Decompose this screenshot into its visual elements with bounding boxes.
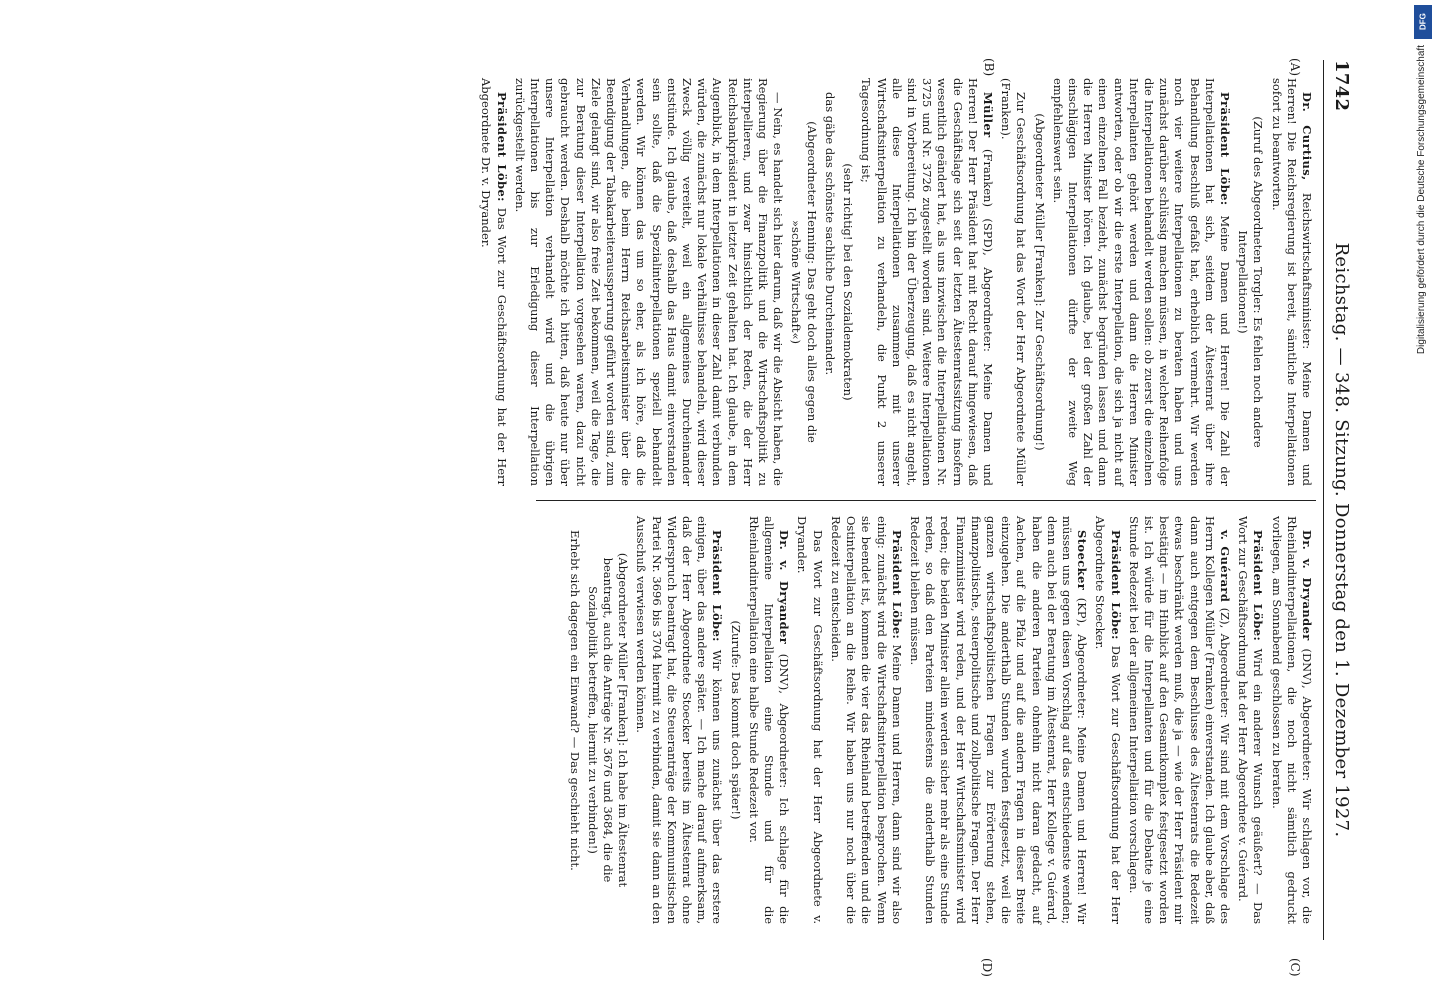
margin-mark-c: (C) — [1288, 958, 1302, 977]
speech-paragraph — [512, 78, 786, 486]
speech-text: Das Wort zur Geschäftsordnung hat der Herr Abgeordnete v. Dryander. — [795, 516, 825, 924]
speech-paragraph — [566, 516, 581, 924]
speech-text: Das Wort zur Geschäftsordnung hat der Herr Abgeordnete Stoecker. — [1093, 516, 1123, 924]
speech-paragraph — [1092, 516, 1122, 924]
speaker-name: Dr. v. Dryander — [777, 530, 792, 645]
speech-text: Wir können uns zunächst über das erstere einigen, über das andere später. — Ich mache darauf aufmerksam, daß der Herr Abgeordnete Stoecker bereits im Ältestenrat ohne Widerspruch beantragt hat, die Steueranträge der Kommunistischen Partei Nr. 3696 bis 3704 hiermit zu verbinden, damit sie dann an den Ausschuß verwiesen werden können. — [634, 516, 725, 924]
speaker-name: Präsident Löbe: — [1108, 530, 1123, 640]
speech-text: — Nein, es handelt sich hier darum, daß wir die Absicht haben, die Regierung über die Finanzpolitik und die Wirtschaftspolitik zu interpellieren, und zwar hinsichtlich der Reden, die der Herr Reichsbankpräsident in letzter Zeit gehalten hat. Ich glaube, in dem Augenblick, in dem Interpellationen in dieser Zahl damit verbunden würden, die zunächst nur lokale Verhältnisse behandeln, wird dieser Zweck völlig vereitelt, weil ein allgemeines Durcheinander entstünde. Ich glaube, daß deshalb das Haus damit einverstanden sein sollte, daß die Spezialinterpellationen speziell behandelt werden. Wir können das um so eher, als ich höre, daß die Verhandlungen, die beim Herrn Reichsarbeitsminister über die Beendigung der Tabakarbeiteraussperrung geführt worden sind, zum Ziele gelangt sind, wir also freie Zeit bekommen, weil die Tage, die zur Beratung dieser Interpellation vorgesehen waren, dazu nicht gebraucht werden. Deshalb möchte ich bitten, daß heute nur über unsere Interpellation verhandelt wird und die übrigen Interpellationen bis zur Erledigung dieser Interpellation zurückgestellt werden. — [512, 78, 786, 486]
interjection: (Abgeordneter Henning: Das geht doch alles gegen die »schöne Wirtschaft«) — [789, 121, 819, 443]
speech-paragraph — [633, 516, 724, 924]
column-divider — [536, 500, 1316, 501]
margin-mark-a: (A) — [1288, 58, 1302, 77]
speaker-name: Dr. Curtius, — [1300, 92, 1314, 181]
speech-paragraph — [794, 516, 824, 924]
speech-text: Meine Damen und Herren, dann sind wir also einig: zunächst wird die Wirtschaftsinterpellation besprochen. Wenn sie beendet ist, kommen die vier das Rheinland betreffenden und die Ostinterpellation an die Reihe. Wir haben uns nur noch über die Redezeit zu entscheiden. — [828, 516, 904, 924]
speaker-name: Präsident Löbe: — [494, 92, 509, 202]
right-column — [514, 516, 1314, 924]
page-header — [1322, 60, 1352, 940]
speech-text: Meine Damen und Herren! Die Zahl der Interpellationen hat sich, seitdem der Ältestenrat über ihre Behandlung Beschluß gefaßt hat, erheblich vermehrt. Wir werden noch vier weitere Interpellationen zu beraten haben und uns zunächst darüber schlüssig machen müssen, in welcher Reihenfolge die Interpellationen behandelt werden sollen: ob zuerst die einzelnen Interpellanten gehört werden und dann die Herren Minister antworten, oder ob wir die erste Interpellation, die sich ja nicht auf einen einzelnen Fall bezieht, zunächst begründen lassen und dann die Herren Minister hören. Ich glaube, bei der großen Zahl der einschlägigen Interpellationen dürfte der zweite Weg empfehlenswert sein. — [1050, 78, 1232, 486]
speech-text: (Franken) (SPD), Abgeordneter: Meine Damen und Herren! Der Herr Präsident hat mit Recht darauf hingewiesen, daß die Geschäftslage sich seit der letzten Ältestenratssitzung insofern wesentlich geändert hat, als uns inzwischen die Interpellationen Nr. 3725 und Nr. 3726 zugestellt worden sind. Weitere Interpellationen sind in Vorbereitung. Ich bin der Überzeugung, daß es nicht angeht, alle diese Interpellationen zusammen mit unserer Wirtschaftsinterpellation zu verhandeln, die Punkt 2 unserer Tagesordnung ist; — [859, 78, 995, 486]
session-title: Reichstag. — 348. Sitzung. Donnerstag den 1. Dezember 1927. — [1331, 242, 1352, 838]
speaker-name: Stoecker — [1075, 530, 1090, 591]
interjection: (Zurufe: Das kommt doch später!) — [728, 620, 743, 820]
speech-text: Zur Geschäftsordnung hat das Wort der Herr Abgeordnete Müller (Franken). — [999, 78, 1029, 486]
speech-paragraph — [1126, 516, 1232, 924]
dfg-notice — [1414, 5, 1434, 475]
speech-text: Reichswirtschaftsminister: Meine Damen und Herren! Die Reichsregierung ist bereit, sämtliche Interpellationen sofort zu beantworten. — [1269, 78, 1314, 486]
speech-paragraph — [998, 78, 1028, 486]
speech-paragraph — [1050, 78, 1232, 486]
speech-paragraph — [478, 78, 508, 486]
speech-text: Wird ein anderer Wunsch geäußert? — Das Wort zur Geschäftsordnung hat der Herr Abgeordnete v. Guérard. — [1236, 516, 1266, 924]
dfg-logo: DFG — [1414, 5, 1432, 39]
speaker-name: Präsident Löbe: — [710, 530, 725, 642]
interjection: (Zuruf des Abgeordneten Torgler: Es fehlen noch andere Interpellationen!) — [1236, 116, 1266, 448]
header-rule — [1323, 60, 1324, 940]
speaker-name: Müller — [980, 92, 995, 138]
speech-paragraph — [822, 78, 837, 486]
interjection: (sehr richtig! bei den Sozialdemokraten) — [841, 163, 856, 401]
speaker-name: Dr. v. Dryander — [1300, 530, 1314, 641]
speech-text: (DNV), Abgeordneter: Ich schlage für die allgemeine Interpellation eine Stunde und für die Rheinlandinterpellation eine halbe Stunde Redezeit vor. — [746, 516, 792, 924]
speaker-name: v. Guérard — [1217, 530, 1232, 603]
speech-paragraph — [1268, 78, 1314, 486]
speaker-name: Präsident Löbe: — [889, 530, 904, 640]
margin-mark-b: (B) — [982, 58, 996, 77]
page-number: 1742 — [1331, 60, 1352, 112]
speech-text: (DNV), Abgeordneter: Wir schlagen vor, die Rheinlandinterpellationen, die noch nicht sämtlich gedruckt vorliegen, am Sonnabend geschlossen zu beraten. — [1269, 516, 1314, 924]
speech-paragraph — [907, 516, 1089, 924]
speech-text: (KP), Abgeordneter: Meine Damen und Herren! Wir müssen uns gegen diesen Vorschlag auf das entschiedenste wenden; denn auch bei der Beratung im Ältestenrat, Herr Kollege v. Guérard, haben die anderen Parteien ohnehin nicht daran gedacht, auf Aachen, auf die Pfalz und auf die andern Fragen in dieser Breite einzugehen. Die anderthalb Stunden wurden festgesetzt, weil die ganzen wirtschaftspolitischen Fragen zur Erörterung stehen, finanzpolitische, steuerpolitische und zollpolitische Fragen. Der Herr Finanzminister wird reden, und der Herr Wirtschaftsminister wird reden; die beiden Minister allein werden sicher mehr als eine Stunde reden, so daß den Parteien mindestens die anderthalb Stunden Redezeit bleiben müssen. — [907, 516, 1090, 924]
speech-text: (Z), Abgeordneter: Wir sind mit dem Vorschlage des Herrn Kollegen Müller (Franken) einverstanden. Ich glaube aber, daß dann auch entgegen dem Beschlusse des Ältestenrats die Redezeit etwas beschränkt werden muß, die ja — wie der Herr Präsident mir bestätigt — im Hinblick auf den Gesamtkomplex festgesetzt worden ist. Ich würde für die Interpellanten und für die Debatte je eine Stunde Redezeit bei der allgemeinen Interpellation vorschlagen. — [1126, 516, 1232, 924]
left-column — [479, 78, 1314, 486]
speech-paragraph — [858, 78, 995, 486]
dfg-notice-text: Digitalisierung gefördert durch die Deutsche Forschungsgemeinschaft — [1416, 45, 1427, 355]
speaker-name: Präsident Löbe: — [1217, 92, 1232, 206]
speech-text: Das Wort zur Geschäftsordnung hat der Herr Abgeordnete Dr. v. Dryander. — [479, 78, 509, 486]
speaker-name: Präsident Löbe: — [1251, 530, 1266, 642]
speech-text: Erhebt sich dagegen ein Einwand? — Das geschieht nicht. — [567, 530, 582, 871]
interjection: (Abgeordneter Müller [Franken]: Ich habe im Ältestenrat beantragt, auch die Anträge Nr. 3676 und 3684, die die Sozialpolitik betreffen, hiermit zu verbinden!) — [585, 552, 631, 888]
speech-text: das gäbe das schönste sachliche Durcheinander. — [822, 92, 837, 376]
speech-paragraph — [1235, 516, 1265, 924]
margin-mark-d: (D) — [980, 958, 994, 977]
speech-paragraph — [1268, 516, 1314, 924]
speech-paragraph — [746, 516, 792, 924]
interjection: (Abgeordneter Müller [Franken]: Zur Geschäftsordnung!) — [1032, 113, 1047, 451]
speech-paragraph — [828, 516, 904, 924]
